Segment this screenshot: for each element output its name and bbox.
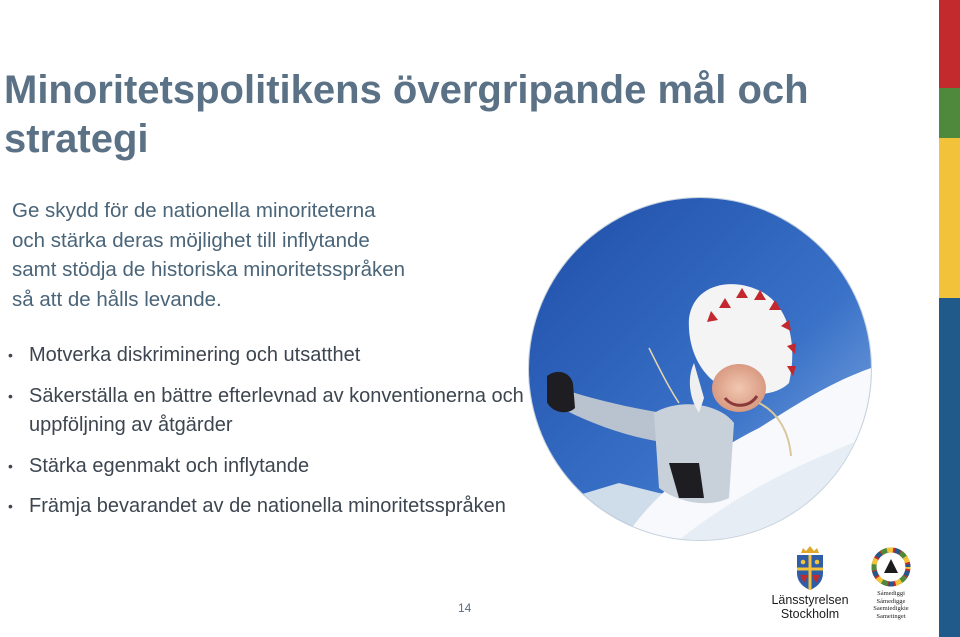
- bullet-text: Motverka diskriminering och utsatthet: [29, 344, 361, 366]
- intro-paragraph: Ge skydd för de nationella minoriteterna och stärka deras möjlighet till inflytande samt stödja de historiska minoritetsspråken så att de hålls levande.: [12, 199, 406, 311]
- sametinget-emblem-icon: [862, 546, 920, 588]
- sametinget-logo: [862, 546, 920, 626]
- bullet-text: Säkerställa en bättre efterlevnad av konventionerna och uppföljning av åtgärder: [29, 384, 524, 436]
- bullet-dot: •: [8, 457, 13, 474]
- bullet-dot: •: [8, 347, 13, 363]
- bullet-text: Stärka egenmakt och inflytande: [29, 454, 310, 477]
- bullet-dot: •: [8, 387, 13, 404]
- coat-of-arms-icon: [762, 545, 858, 591]
- lansstyrelsen-name: Länsstyrelsen: [771, 593, 849, 607]
- page-number: 14: [458, 601, 472, 615]
- bullet-dot: •: [8, 498, 13, 514]
- stripe-yellow: [939, 138, 960, 298]
- sametinget-name: Sámediggi Sámedigge Saemiedigkie Sametinget: [873, 590, 909, 620]
- photo-illustration: [529, 198, 871, 540]
- bullet-list: [8, 341, 528, 533]
- lansstyrelsen-logo: [762, 545, 858, 625]
- slide-title: Minoritetspolitikens övergripande mål och strategi: [4, 68, 809, 161]
- bullet-text: Främja bevarandet av de nationella minoritetsspråken: [29, 495, 506, 517]
- bullet-item: [8, 382, 528, 441]
- stripe-blue: [939, 298, 960, 637]
- stripe-red: [939, 0, 960, 88]
- bullet-item: [8, 341, 528, 371]
- child-in-snow-photo: [528, 197, 872, 541]
- lansstyrelsen-region: Stockholm: [780, 607, 840, 621]
- stripe-green: [939, 88, 960, 138]
- bullet-item: [8, 492, 528, 522]
- bullet-item: [8, 452, 528, 482]
